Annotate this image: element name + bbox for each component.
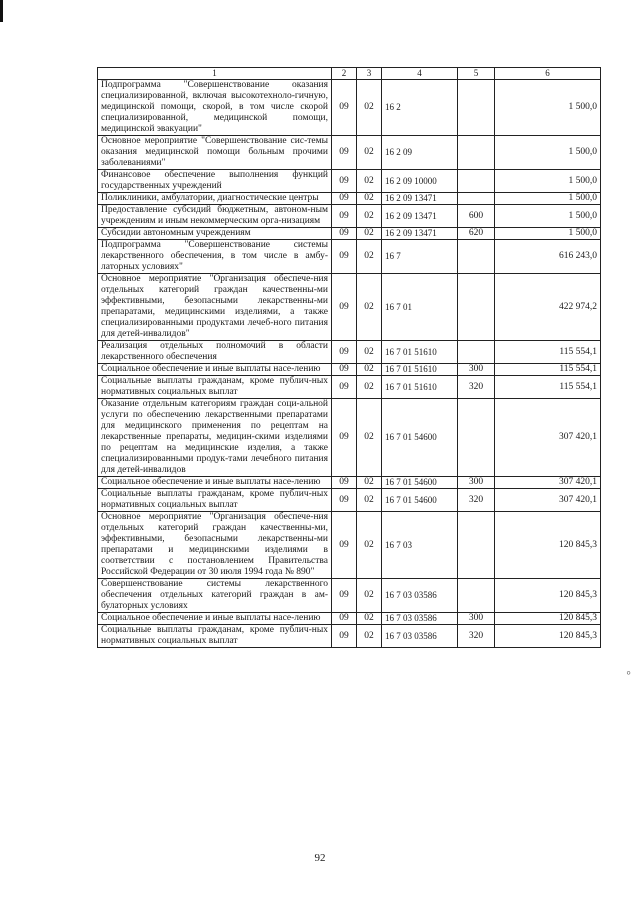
row-name: Субсидии автономным учреждениям: [98, 228, 332, 240]
row-name: Поликлиники, амбулатории, диагностические центры: [98, 193, 332, 205]
row-vr: [458, 193, 495, 205]
row-pr: 02: [357, 376, 382, 399]
row-pr: 02: [357, 170, 382, 193]
row-rz: 09: [332, 625, 357, 648]
budget-table: [97, 67, 601, 648]
row-vr: 620: [458, 228, 495, 240]
row-pr: 02: [357, 489, 382, 512]
row-pr: 02: [357, 136, 382, 170]
table-row: [98, 376, 601, 399]
header-row: [98, 68, 601, 80]
row-pr: 02: [357, 80, 382, 136]
row-pr: 02: [357, 625, 382, 648]
row-sum: 1 500,0: [495, 80, 601, 136]
row-vr: [458, 274, 495, 341]
row-csr: 16 2 09: [382, 136, 458, 170]
row-pr: 02: [357, 613, 382, 625]
row-csr: 16 2 09 13471: [382, 228, 458, 240]
row-csr: 16 7 01 54600: [382, 489, 458, 512]
row-vr: [458, 341, 495, 364]
row-pr: 02: [357, 193, 382, 205]
row-vr: 600: [458, 205, 495, 228]
row-sum: 307 420,1: [495, 489, 601, 512]
row-name: Совершенствование системы лекарственного обеспечения отдельных категорий граждан в ам-булаторных условиях: [98, 579, 332, 613]
row-vr: [458, 579, 495, 613]
row-rz: 09: [332, 274, 357, 341]
row-sum: 115 554,1: [495, 376, 601, 399]
row-name: Подпрограмма "Совершенствование оказания специализированной, включая высокотехноло-гичную, медицинской помощи, скорой, в том числе скорой специализированной, медицинской помощи, медицинской эвакуации": [98, 80, 332, 136]
table-row: [98, 80, 601, 136]
row-name: Социальное обеспечение и иные выплаты насе-лению: [98, 477, 332, 489]
row-sum: 1 500,0: [495, 205, 601, 228]
header-col-1: 1: [98, 68, 332, 80]
row-vr: [458, 80, 495, 136]
row-csr: 16 7 03 03586: [382, 625, 458, 648]
row-pr: 02: [357, 579, 382, 613]
row-name: Социальное обеспечение и иные выплаты насе-лению: [98, 613, 332, 625]
header-col-2: 2: [332, 68, 357, 80]
row-sum: 1 500,0: [495, 170, 601, 193]
header-col-6: 6: [495, 68, 601, 80]
row-pr: 02: [357, 274, 382, 341]
row-pr: 02: [357, 205, 382, 228]
row-csr: 16 2 09 13471: [382, 193, 458, 205]
page-number: 92: [314, 852, 326, 864]
row-sum: 307 420,1: [495, 477, 601, 489]
row-name: Оказание отдельным категориям граждан соци-альной услуги по обеспечению лекарственными препаратами для медицинского применения по рецептам на лекарственные препараты, медицин-скими изделиями по рецептам на медицинские изделия, а также специализированными продук-тами лечебного питания для детей-инвалидов: [98, 399, 332, 477]
table-row: [98, 341, 601, 364]
row-csr: 16 2 09 10000: [382, 170, 458, 193]
row-rz: 09: [332, 579, 357, 613]
row-csr: 16 7 01 51610: [382, 341, 458, 364]
row-pr: 02: [357, 364, 382, 376]
row-rz: 09: [332, 205, 357, 228]
row-sum: 120 845,3: [495, 613, 601, 625]
row-name: Предоставление субсидий бюджетным, автоном-ным учреждениям и иным некоммерческим орга-низациям: [98, 205, 332, 228]
scan-speck: ⸰: [626, 668, 632, 678]
table-row: [98, 240, 601, 274]
row-csr: 16 7: [382, 240, 458, 274]
row-pr: 02: [357, 341, 382, 364]
row-vr: 300: [458, 364, 495, 376]
table-row: [98, 399, 601, 477]
row-sum: 1 500,0: [495, 136, 601, 170]
row-sum: 120 845,3: [495, 512, 601, 579]
row-vr: 300: [458, 477, 495, 489]
row-rz: 09: [332, 512, 357, 579]
row-name: Основное мероприятие "Организация обеспече-ния отдельных категорий граждан качественны-ми эффективными, безопасными лекарственны-ми препаратами, медицинскими изделиями, а также специализированными продуктами лечеб-ного питания для детей-инвалидов": [98, 274, 332, 341]
row-rz: 09: [332, 399, 357, 477]
row-csr: 16 7 01: [382, 274, 458, 341]
row-csr: 16 7 01 51610: [382, 376, 458, 399]
row-vr: 320: [458, 376, 495, 399]
header-col-5: 5: [458, 68, 495, 80]
row-sum: 120 845,3: [495, 625, 601, 648]
row-rz: 09: [332, 228, 357, 240]
row-pr: 02: [357, 240, 382, 274]
row-vr: [458, 240, 495, 274]
row-csr: 16 7 01 54600: [382, 399, 458, 477]
table-row: [98, 170, 601, 193]
table-row: [98, 512, 601, 579]
table-row: [98, 274, 601, 341]
table-row: [98, 477, 601, 489]
row-rz: 09: [332, 477, 357, 489]
row-rz: 09: [332, 170, 357, 193]
row-vr: 320: [458, 625, 495, 648]
row-name: Подпрограмма "Совершенствование системы лекарственного обеспечения, в том числе в амбу-латорных условиях": [98, 240, 332, 274]
row-csr: 16 7 01 51610: [382, 364, 458, 376]
table-row: [98, 613, 601, 625]
row-pr: 02: [357, 228, 382, 240]
row-csr: 16 7 03 03586: [382, 579, 458, 613]
table-row: [98, 489, 601, 512]
row-rz: 09: [332, 489, 357, 512]
row-pr: 02: [357, 477, 382, 489]
row-sum: 115 554,1: [495, 364, 601, 376]
edge-mark: [0, 0, 3, 22]
row-sum: 115 554,1: [495, 341, 601, 364]
row-csr: 16 7 03 03586: [382, 613, 458, 625]
row-sum: 616 243,0: [495, 240, 601, 274]
row-vr: [458, 399, 495, 477]
row-name: Основное мероприятие "Организация обеспече-ния отдельных категорий граждан качественны-ми, эффективными, безопасными лекарственны-ми препаратами и медицинскими изделиями в соответствии с постановлением Правительства Российской Федерации от 30 июля 1994 года № 890": [98, 512, 332, 579]
row-rz: 09: [332, 240, 357, 274]
row-sum: 1 500,0: [495, 228, 601, 240]
row-rz: 09: [332, 193, 357, 205]
header-col-3: 3: [357, 68, 382, 80]
row-rz: 09: [332, 136, 357, 170]
row-csr: 16 2 09 13471: [382, 205, 458, 228]
row-rz: 09: [332, 613, 357, 625]
table-row: [98, 136, 601, 170]
row-rz: 09: [332, 80, 357, 136]
row-rz: 09: [332, 341, 357, 364]
row-sum: 307 420,1: [495, 399, 601, 477]
row-vr: [458, 136, 495, 170]
table-row: [98, 228, 601, 240]
row-sum: 1 500,0: [495, 193, 601, 205]
row-rz: 09: [332, 364, 357, 376]
row-pr: 02: [357, 512, 382, 579]
row-name: Основное мероприятие "Совершенствование сис-темы оказания медицинской помощи больным прочими заболеваниями": [98, 136, 332, 170]
row-name: Социальное обеспечение и иные выплаты насе-лению: [98, 364, 332, 376]
table-row: [98, 205, 601, 228]
row-name: Социальные выплаты гражданам, кроме публич-ных нормативных социальных выплат: [98, 625, 332, 648]
row-csr: 16 7 01 54600: [382, 477, 458, 489]
row-name: Социальные выплаты гражданам, кроме публич-ных нормативных социальных выплат: [98, 489, 332, 512]
row-pr: 02: [357, 399, 382, 477]
row-name: Социальные выплаты гражданам, кроме публич-ных нормативных социальных выплат: [98, 376, 332, 399]
row-csr: 16 2: [382, 80, 458, 136]
row-vr: [458, 512, 495, 579]
row-sum: 422 974,2: [495, 274, 601, 341]
row-vr: 300: [458, 613, 495, 625]
row-rz: 09: [332, 376, 357, 399]
row-name: Финансовое обеспечение выполнения функций государственных учреждений: [98, 170, 332, 193]
row-vr: [458, 170, 495, 193]
table-row: [98, 625, 601, 648]
table-row: [98, 579, 601, 613]
table-row: [98, 193, 601, 205]
row-name: Реализация отдельных полномочий в области лекарственного обеспечения: [98, 341, 332, 364]
row-vr: 320: [458, 489, 495, 512]
header-col-4: 4: [382, 68, 458, 80]
row-sum: 120 845,3: [495, 579, 601, 613]
table-row: [98, 364, 601, 376]
row-csr: 16 7 03: [382, 512, 458, 579]
